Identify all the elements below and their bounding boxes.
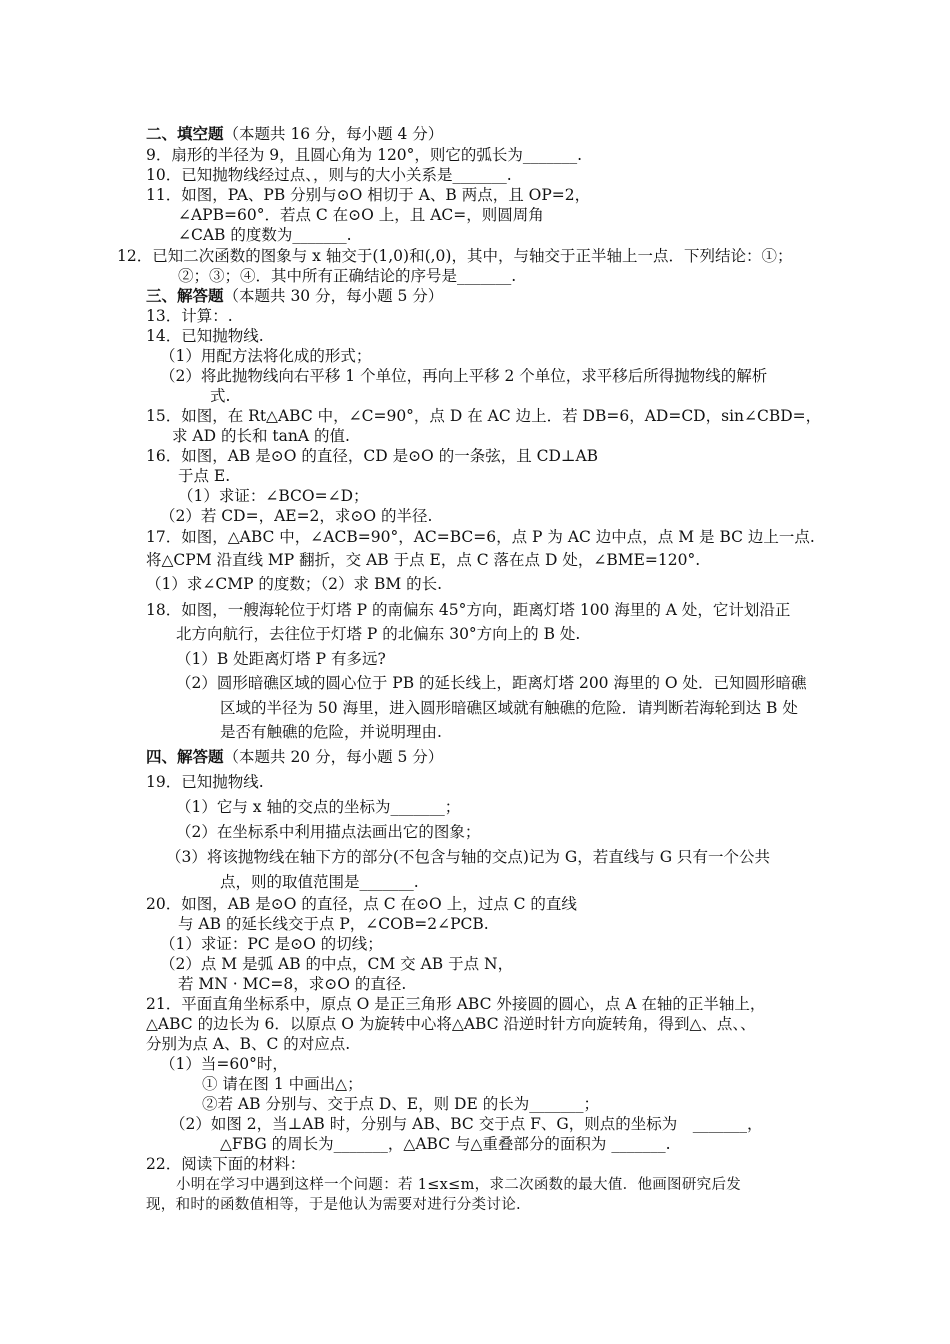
- question-13: 13．计算：.: [146, 307, 233, 325]
- question-14-line-2: （1）用配方法将化成的形式；: [160, 347, 372, 365]
- section-4-note: （本题共 20 分，每小题 5 分）: [223, 748, 444, 766]
- question-11-line-2: ∠APB=60°．若点 C 在⊙O 上，且 AC=，则圆周角: [178, 206, 544, 224]
- question-20-line-1: 20．如图，AB 是⊙O 的直径，点 C 在⊙O 上，过点 C 的直线: [146, 895, 577, 913]
- question-19-line-2: （1）它与 x 轴的交点的坐标为_______；: [176, 798, 461, 816]
- question-16-line-1: 16．如图，AB 是⊙O 的直径，CD 是⊙O 的一条弦，且 CD⊥AB: [146, 447, 599, 465]
- question-17-line-3: （1）求∠CMP 的度数；（2）求 BM 的长.: [146, 575, 443, 593]
- section-2-note: （本题共 16 分，每小题 4 分）: [223, 125, 444, 143]
- section-3-heading: [146, 286, 443, 306]
- question-22-line-3: 现，和时的函数值相等，于是他认为需要对进行分类讨论.: [146, 1197, 521, 1213]
- question-21-line-8: △FBG 的周长为_______，△ABC 与△重叠部分的面积为 _______.: [220, 1135, 671, 1153]
- question-21-line-3: 分别为点 A、B、C 的对应点.: [146, 1035, 351, 1053]
- question-20-line-4: （2）点 M 是弧 AB 的中点，CM 交 AB 于点 N，: [160, 955, 514, 973]
- question-19-line-3: （2）在坐标系中利用描点法画出它的图象；: [176, 823, 481, 841]
- question-12-line-2: ②；③；④．其中所有正确结论的序号是_______.: [178, 267, 517, 285]
- question-11-line-1: 11．如图，PA、PB 分别与⊙O 相切于 A、B 两点，且 OP=2，: [146, 186, 591, 204]
- question-14-line-1: 14．已知抛物线.: [146, 327, 264, 345]
- question-18-line-2: 北方向航行，去往位于灯塔 P 的北偏东 30°方向上的 B 处.: [176, 625, 581, 643]
- question-18-line-6: 是否有触礁的危险，并说明理由.: [220, 723, 442, 741]
- question-22-line-1: 22．阅读下面的材料：: [146, 1155, 306, 1173]
- question-18-line-4: （2）圆形暗礁区域的圆心位于 PB 的延长线上，距离灯塔 200 海里的 O 处．已知圆形暗礁: [176, 674, 807, 692]
- question-18-line-1: 18．如图，一艘海轮位于灯塔 P 的南偏东 45°方向，距离灯塔 100 海里的 A 处，它计划沿正: [146, 601, 791, 619]
- question-20-line-2: 与 AB 的延长线交于点 P，∠COB=2∠PCB.: [178, 915, 489, 933]
- question-16-line-2: 于点 E.: [178, 467, 231, 485]
- question-18-line-3: （1）B 处距离灯塔 P 有多远?: [176, 650, 386, 668]
- question-10: 10．已知抛物线经过点、，则与的大小关系是_______.: [146, 166, 512, 184]
- question-21-line-1: 21．平面直角坐标系中，原点 O 是正三角形 ABC 外接圆的圆心，点 A 在轴的正半轴上，: [146, 995, 766, 1013]
- question-20-line-3: （1）求证：PC 是⊙O 的切线；: [160, 935, 383, 953]
- question-12-line-1: 12．已知二次函数的图象与 x 轴交于(1,0)和(,0)，其中，与轴交于正半轴上一点．下列结论：①；: [117, 247, 793, 265]
- question-19-line-5: 点，则的取值范围是_______.: [220, 873, 419, 891]
- question-15-line-1: 15．如图，在 Rt△ABC 中，∠C=90°，点 D 在 AC 边上．若 DB=6，AD=CD，sin∠CBD=，: [146, 407, 822, 425]
- question-22-line-2: 小明在学习中遇到这样一个问题：若 1≤x≤m，求二次函数的最大值．他画图研究后发: [176, 1177, 742, 1193]
- section-4-title: 四、解答题: [146, 747, 224, 766]
- question-21-line-6: ②若 AB 分别与、交于点 D、E，则 DE 的长为_______；: [202, 1095, 599, 1113]
- question-14-line-3: （2）将此抛物线向右平移 1 个单位，再向上平移 2 个单位，求平移后所得抛物线的解析: [160, 367, 768, 385]
- question-21-line-5: ① 请在图 1 中画出△；: [202, 1075, 363, 1093]
- question-17-line-2: 将△CPM 沿直线 MP 翻折，交 AB 于点 E，点 C 落在点 D 处，∠BME=120°.: [146, 551, 701, 569]
- question-16-line-4: （2）若 CD=，AE=2，求⊙O 的半径.: [160, 507, 433, 525]
- question-19-line-4: （3）将该抛物线在轴下方的部分(不包含与轴的交点)记为 G，若直线与 G 只有一个公共: [166, 848, 771, 866]
- section-3-title: 三、解答题: [146, 286, 224, 305]
- question-18-line-5: 区域的半径为 50 海里，进入圆形暗礁区域就有触礁的危险．请判断若海轮到达 B 处: [220, 699, 798, 717]
- question-11-line-3: ∠CAB 的度数为_______.: [178, 226, 352, 244]
- section-3-note: （本题共 30 分，每小题 5 分）: [223, 287, 444, 305]
- question-21-line-2: △ABC 的边长为 6．以原点 O 为旋转中心将△ABC 沿逆时针方向旋转角，得到△、点、、: [146, 1015, 756, 1033]
- question-17-line-1: 17．如图，△ABC 中，∠ACB=90°，AC=BC=6，点 P 为 AC 边中点，点 M 是 BC 边上一点.: [146, 528, 815, 546]
- section-2-heading: [146, 124, 443, 144]
- question-15-line-2: 求 AD 的长和 tanA 的值.: [172, 427, 350, 445]
- question-21-line-4: （1）当=60°时，: [160, 1055, 288, 1073]
- question-19-line-1: 19．已知抛物线.: [146, 773, 264, 791]
- question-9: 9．扇形的半径为 9，且圆心角为 120°，则它的弧长为_______.: [146, 146, 583, 164]
- section-2-title: 二、填空题: [146, 124, 224, 143]
- question-20-line-5: 若 MN · MC=8，求⊙O 的直径.: [178, 975, 407, 993]
- question-21-line-7: （2）如图 2，当⊥AB 时，分别与 AB、BC 交于点 F、G，则点的坐标为 _______，: [170, 1115, 763, 1133]
- section-4-heading: [146, 747, 443, 767]
- question-14-line-4: 式.: [210, 387, 231, 405]
- question-16-line-3: （1）求证：∠BCO=∠D；: [178, 487, 369, 505]
